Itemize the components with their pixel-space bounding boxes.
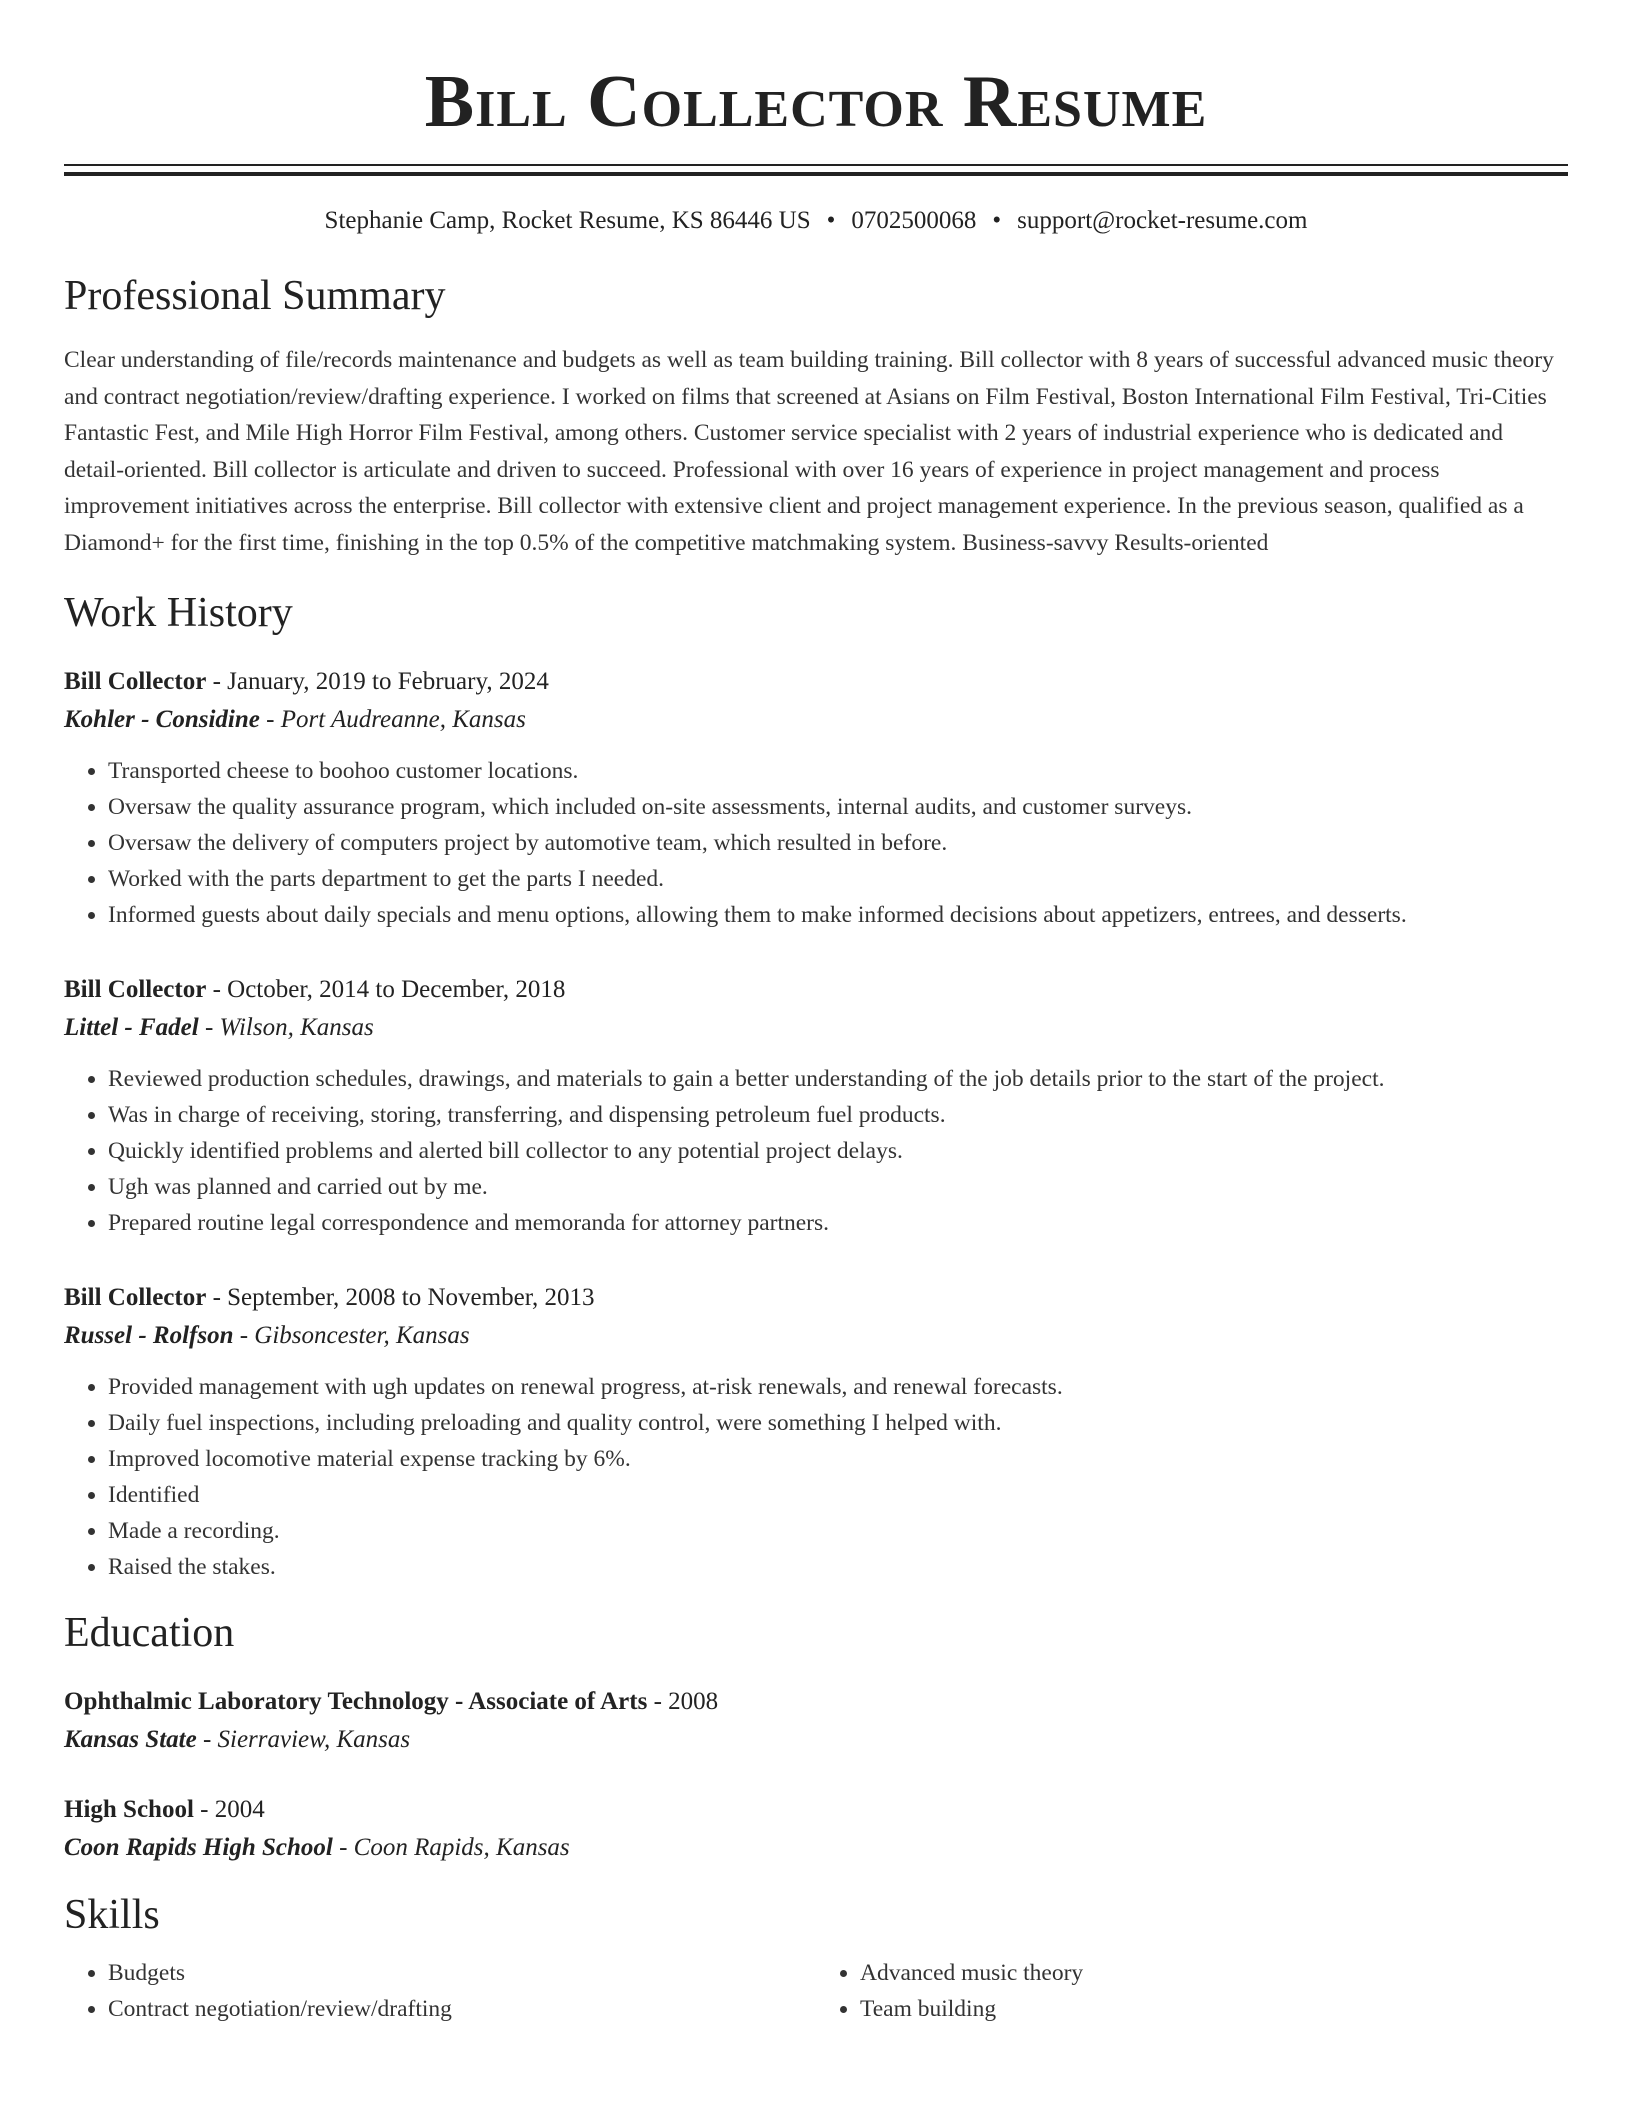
education-entry [64,1791,1568,1867]
skill-item: • Budgets [108,1955,816,1991]
job-bullet: • Identified [108,1477,1568,1513]
job-title-line [64,1279,1568,1317]
job-bullet: • Oversaw the delivery of computers project by automotive team, which resulted in before. [108,825,1568,861]
job-title: Bill Collector [64,976,207,1003]
degree-year: - 2008 [647,1688,719,1715]
job-bullet: • Daily fuel inspections, including preloading and quality control, were something I helped with. [108,1405,1568,1441]
job-entry [64,1279,1568,1585]
job-title-line [64,663,1568,701]
skill-item: • Contract negotiation/review/drafting [108,1991,816,2027]
degree-name: Ophthalmic Laboratory Technology - Associate of Arts [64,1688,648,1715]
employer-line [64,1317,1568,1355]
employer-name: Kohler - Considine [64,706,260,733]
job-title-line [64,971,1568,1009]
job-bullet: • Worked with the parts department to get the parts I needed. [108,861,1568,897]
job-dates: - September, 2008 to November, 2013 [206,1284,595,1311]
job-bullet: • Provided management with ugh updates on renewal progress, at-risk renewals, and renewal forecasts. [108,1369,1568,1405]
skills-list [64,1955,1568,2027]
job-entry [64,663,1568,933]
job-title: Bill Collector [64,668,207,695]
skills-heading: Skills [64,1892,160,1938]
employer-location: - Gibsoncester, Kansas [233,1322,470,1349]
skill-item: • Team building [860,1991,1568,2027]
job-entry [64,971,1568,1241]
job-bullet: • Made a recording. [108,1513,1568,1549]
skills-column-right [816,1955,1568,2027]
employer-name: Littel - Fadel [64,1014,199,1041]
employer-name: Russel - Rolfson [64,1322,234,1349]
contact-email: support@rocket-resume.com [1017,207,1308,234]
job-bullets [64,1061,1568,1241]
contact-separator: • [826,207,836,234]
employer-location: - Port Audreanne, Kansas [259,706,526,733]
work-history-heading: Work History [64,590,293,636]
job-bullet: • Was in charge of receiving, storing, transferring, and dispensing petroleum fuel products. [108,1097,1568,1133]
degree-line [64,1791,1568,1829]
degree-name: High School [64,1796,194,1823]
school-line [64,1721,1568,1759]
job-bullet: • Informed guests about daily specials and menu options, allowing them to make informed decisions about appetizers, entrees, and desserts. [108,897,1568,933]
employer-location: - Wilson, Kansas [198,1014,374,1041]
school-name: Kansas State [64,1726,197,1753]
title-divider [64,164,1568,176]
job-bullet: • Prepared routine legal correspondence and memoranda for attorney partners. [108,1205,1568,1241]
school-location: - Sierraview, Kansas [196,1726,411,1753]
school-location: - Coon Rapids, Kansas [332,1834,570,1861]
skill-item: • Advanced music theory [860,1955,1568,1991]
job-bullet: • Improved locomotive material expense tracking by 6%. [108,1441,1568,1477]
summary-text: Clear understanding of file/records maintenance and budgets as well as team building training. Bill collector with 8 years of successful advanced music theory and contract negotiation/review/drafting experience. I worked on films that screened at Asians on Film Festival, Boston International Film Festival, Tri-Cities Fantastic Fest, and Mile High Horror Film Festival, among others. Customer service specialist with 2 years of industrial experience who is dedicated and detail-oriented. Bill collector is articulate and driven to succeed. Professional with over 16 years of experience in project management and process improvement initiatives across the enterprise. Bill collector with extensive client and project management experience. In the previous season, qualified as a Diamond+ for the first time, finishing in the top 0.5% of the competitive matchmaking system. Business-savvy Results-oriented [64,347,1554,556]
job-bullet: • Reviewed production schedules, drawings, and materials to gain a better understanding of the job details prior to the start of the project. [108,1061,1568,1097]
employer-line [64,701,1568,739]
job-title: Bill Collector [64,1284,207,1311]
education-heading: Education [64,1610,235,1656]
job-dates: - October, 2014 to December, 2018 [206,976,566,1003]
school-name: Coon Rapids High School [64,1834,333,1861]
summary-heading: Professional Summary [64,273,446,319]
job-bullet: • Ugh was planned and carried out by me. [108,1169,1568,1205]
skills-column-left [64,1955,816,2027]
education-entry [64,1683,1568,1759]
job-bullet: • Transported cheese to boohoo customer locations. [108,753,1568,789]
job-bullet: • Quickly identified problems and alerted bill collector to any potential project delays. [108,1133,1568,1169]
job-bullet: • Oversaw the quality assurance program, which included on-site assessments, internal audits, and customer surveys. [108,789,1568,825]
job-bullets [64,753,1568,933]
school-line [64,1829,1568,1867]
contact-line [64,204,1568,238]
resume-title: Bill Collector Resume [424,61,1208,143]
job-bullet: • Raised the stakes. [108,1549,1568,1585]
employer-line [64,1009,1568,1047]
contact-address: Stephanie Camp, Rocket Resume, KS 86446 US [324,207,811,234]
degree-year: - 2004 [193,1796,265,1823]
job-bullets [64,1369,1568,1585]
job-dates: - January, 2019 to February, 2024 [206,668,549,695]
degree-line [64,1683,1568,1721]
contact-phone: 0702500068 [851,207,977,234]
contact-separator: • [992,207,1002,234]
